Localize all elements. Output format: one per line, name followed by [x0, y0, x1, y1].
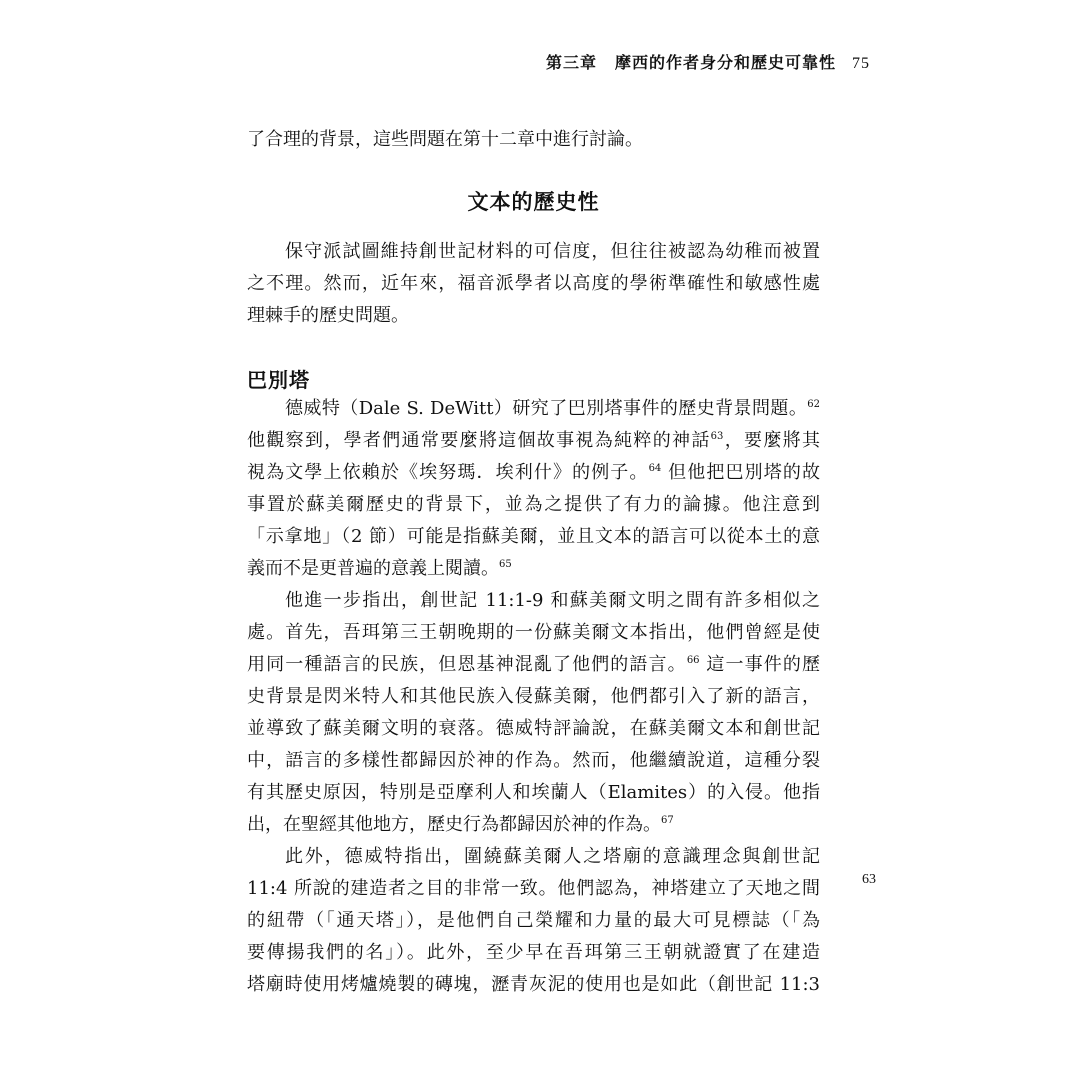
text-line: 事置於蘇美爾歷史的背景下，並為之提供了有力的論據。他注意到	[247, 494, 820, 515]
text-line: 處。首先，吾珥第三王朝晚期的一份蘇美爾文本指出，他們曾經是使	[247, 622, 820, 643]
text-line: 11:4 所說的建造者之目的非常一致。他們認為，神塔建立了天地之間	[247, 878, 820, 899]
text-line: 「示拿地」（2 節）可能是指蘇美爾，並且文本的語言可以從本土的意	[247, 526, 820, 547]
text-line	[247, 553, 820, 585]
text-line	[247, 649, 820, 681]
footnote-ref: 66	[686, 655, 700, 666]
footnote-ref: 62	[807, 399, 820, 410]
chapter-label: 第三章	[545, 53, 597, 72]
text-line: 並導致了蘇美爾文明的衰落。德威特評論說，在蘇美爾文本和創世記	[247, 718, 820, 739]
text-span: 他觀察到，學者們通常要麼將這個故事視為純粹的神話	[247, 430, 711, 451]
text-line: 史背景是閃米特人和其他民族入侵蘇美爾，他們都引入了新的語言，	[247, 686, 820, 707]
babel-body	[247, 393, 820, 1001]
text-line	[247, 393, 820, 425]
text-line	[247, 425, 820, 457]
footnote-ref: 64	[648, 463, 662, 474]
footnote-ref: 67	[661, 815, 674, 826]
text-line: 有其歷史原因，特別是亞摩利人和埃蘭人（Elamites）的入侵。他指	[247, 782, 820, 803]
text-line: 要傳揚我們的名」）。此外，至少早在吾珥第三王朝就證實了在建造	[247, 942, 820, 963]
babel-heading: 巴別塔	[247, 368, 310, 392]
running-header	[546, 50, 870, 73]
text-line: 塔廟時使用烤爐燒製的磚塊，瀝青灰泥的使用也是如此（創世記 11:3	[247, 974, 820, 995]
intro-paragraph	[247, 124, 820, 156]
text-span: ，要麼將其	[723, 430, 820, 451]
margin-page-ref: 63	[862, 872, 876, 887]
section-heading: 文本的歷史性	[467, 189, 600, 214]
text-line	[247, 457, 820, 489]
text-line: 保守派試圖維持創世記材料的可信度，但往往被認為幼稚而被置	[285, 241, 820, 262]
text-line: 之不理。然而，近年來，福音派學者以高度的學術準確性和敏感性處	[247, 273, 820, 294]
text-line	[247, 809, 820, 841]
text-span: 出，在聖經其他地方，歷史行為都歸因於神的作為。	[247, 814, 661, 835]
text-line: 此外，德威特指出，圍繞蘇美爾人之塔廟的意識理念與創世記	[285, 846, 820, 867]
text-line: 他進一步指出，創世記 11:1-9 和蘇美爾文明之間有許多相似之	[285, 590, 820, 611]
section-paragraph	[247, 236, 820, 332]
footnote-ref: 63	[710, 431, 724, 442]
text-span: 用同一種語言的民族，但恩基神混亂了他們的語言。	[247, 654, 687, 675]
chapter-title: 摩西的作者身分和歷史可靠性	[614, 53, 836, 72]
text-span: 視為文學上依賴於《埃努瑪．埃利什》的例子。	[247, 462, 649, 483]
page-number: 75	[852, 55, 870, 72]
text-span: 但他把巴別塔的故	[661, 462, 820, 483]
text-line: 的紐帶（「通天塔」），是他們自己榮耀和力量的最大可見標誌（「為	[247, 910, 820, 931]
text-span: 德威特（Dale S. DeWitt）研究了巴別塔事件的歷史背景問題。	[285, 398, 808, 419]
footnote-ref: 65	[499, 559, 512, 570]
text-line: 中，語言的多樣性都歸因於神的作為。然而，他繼續說道，這種分裂	[247, 750, 820, 771]
text-span: 這一事件的歷	[699, 654, 820, 675]
text-line: 理棘手的歷史問題。	[247, 305, 409, 326]
text-line: 了合理的背景，這些問題在第十二章中進行討論。	[247, 129, 643, 150]
text-span: 義而不是更普遍的意義上閱讀。	[247, 558, 499, 579]
